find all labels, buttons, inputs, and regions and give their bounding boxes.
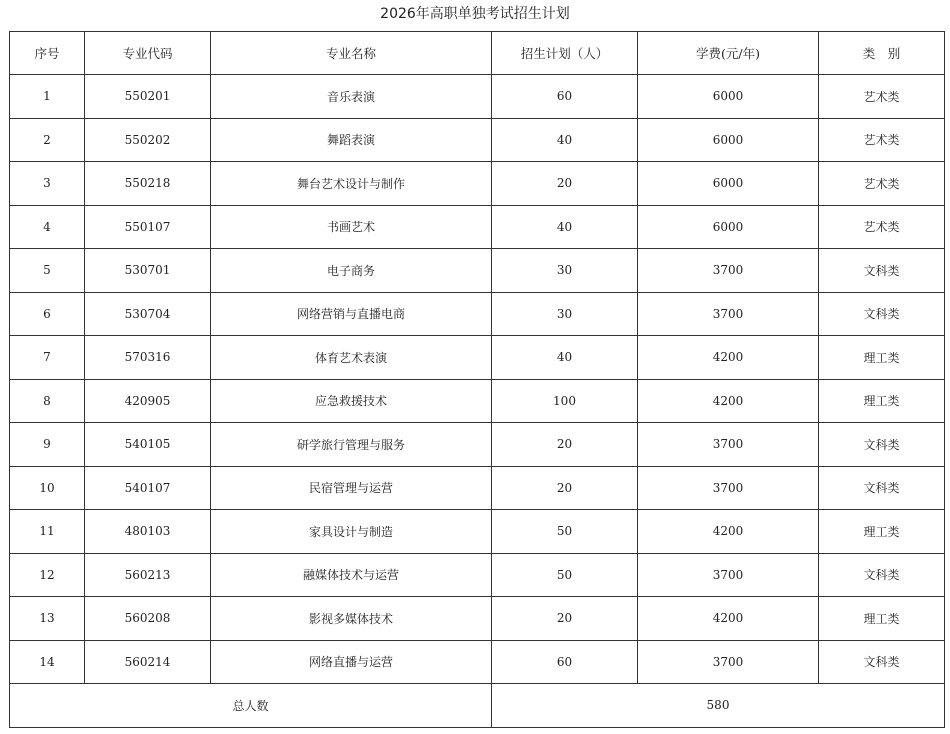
cell-category: 理工类 <box>819 510 945 554</box>
cell-major-code: 550218 <box>85 162 211 206</box>
cell-enrollment-plan: 30 <box>492 292 638 336</box>
cell-major-name: 音乐表演 <box>211 75 492 119</box>
cell-serial-number: 5 <box>10 249 85 293</box>
cell-major-code: 570316 <box>85 336 211 380</box>
cell-major-name: 应急救援技术 <box>211 379 492 423</box>
header-major-name: 专业名称 <box>211 32 492 75</box>
header-serial-number: 序号 <box>10 32 85 75</box>
cell-category: 文科类 <box>819 423 945 467</box>
cell-major-name: 家具设计与制造 <box>211 510 492 554</box>
cell-tuition: 3700 <box>638 292 819 336</box>
cell-category: 文科类 <box>819 292 945 336</box>
cell-major-name: 网络营销与直播电商 <box>211 292 492 336</box>
cell-major-code: 560213 <box>85 553 211 597</box>
cell-major-code: 540105 <box>85 423 211 467</box>
cell-category: 文科类 <box>819 640 945 684</box>
cell-enrollment-plan: 60 <box>492 640 638 684</box>
cell-serial-number: 14 <box>10 640 85 684</box>
enrollment-plan-table <box>9 31 945 728</box>
cell-tuition: 4200 <box>638 597 819 641</box>
cell-enrollment-plan: 40 <box>492 205 638 249</box>
header-major-code: 专业代码 <box>85 32 211 75</box>
cell-major-code: 480103 <box>85 510 211 554</box>
table-row <box>10 510 945 554</box>
cell-category: 文科类 <box>819 466 945 510</box>
total-value: 580 <box>492 684 945 728</box>
cell-tuition: 3700 <box>638 249 819 293</box>
cell-major-code: 540107 <box>85 466 211 510</box>
cell-category: 理工类 <box>819 379 945 423</box>
cell-major-code: 530701 <box>85 249 211 293</box>
cell-major-name: 网络直播与运营 <box>211 640 492 684</box>
cell-tuition: 6000 <box>638 162 819 206</box>
cell-tuition: 3700 <box>638 553 819 597</box>
table-row <box>10 553 945 597</box>
table-header-row <box>10 32 945 75</box>
header-category: 类 别 <box>819 32 945 75</box>
cell-tuition: 6000 <box>638 75 819 119</box>
cell-major-name: 舞台艺术设计与制作 <box>211 162 492 206</box>
total-label: 总人数 <box>10 684 492 728</box>
cell-enrollment-plan: 60 <box>492 75 638 119</box>
table-row <box>10 205 945 249</box>
table-row <box>10 640 945 684</box>
cell-serial-number: 3 <box>10 162 85 206</box>
cell-major-code: 420905 <box>85 379 211 423</box>
cell-serial-number: 13 <box>10 597 85 641</box>
table-row <box>10 336 945 380</box>
cell-major-code: 560208 <box>85 597 211 641</box>
cell-major-code: 560214 <box>85 640 211 684</box>
cell-enrollment-plan: 40 <box>492 336 638 380</box>
cell-serial-number: 11 <box>10 510 85 554</box>
cell-category: 艺术类 <box>819 205 945 249</box>
header-enrollment-plan: 招生计划（人） <box>492 32 638 75</box>
cell-major-name: 研学旅行管理与服务 <box>211 423 492 467</box>
cell-major-code: 550107 <box>85 205 211 249</box>
cell-major-name: 融媒体技术与运营 <box>211 553 492 597</box>
table-row <box>10 423 945 467</box>
cell-major-name: 民宿管理与运营 <box>211 466 492 510</box>
cell-major-name: 舞蹈表演 <box>211 118 492 162</box>
cell-category: 文科类 <box>819 553 945 597</box>
cell-category: 文科类 <box>819 249 945 293</box>
table-row <box>10 162 945 206</box>
cell-major-name: 影视多媒体技术 <box>211 597 492 641</box>
cell-enrollment-plan: 20 <box>492 423 638 467</box>
cell-tuition: 3700 <box>638 640 819 684</box>
cell-enrollment-plan: 40 <box>492 118 638 162</box>
cell-major-name: 体育艺术表演 <box>211 336 492 380</box>
cell-enrollment-plan: 50 <box>492 510 638 554</box>
cell-serial-number: 7 <box>10 336 85 380</box>
cell-serial-number: 10 <box>10 466 85 510</box>
cell-serial-number: 2 <box>10 118 85 162</box>
cell-enrollment-plan: 20 <box>492 162 638 206</box>
cell-category: 理工类 <box>819 336 945 380</box>
cell-tuition: 4200 <box>638 379 819 423</box>
cell-serial-number: 9 <box>10 423 85 467</box>
cell-major-code: 550201 <box>85 75 211 119</box>
cell-serial-number: 6 <box>10 292 85 336</box>
cell-enrollment-plan: 30 <box>492 249 638 293</box>
cell-category: 艺术类 <box>819 118 945 162</box>
cell-tuition: 3700 <box>638 466 819 510</box>
cell-serial-number: 1 <box>10 75 85 119</box>
cell-category: 艺术类 <box>819 162 945 206</box>
table-row <box>10 292 945 336</box>
cell-enrollment-plan: 100 <box>492 379 638 423</box>
total-row <box>10 684 945 728</box>
cell-category: 理工类 <box>819 597 945 641</box>
cell-category: 艺术类 <box>819 75 945 119</box>
table-row <box>10 249 945 293</box>
table-row <box>10 379 945 423</box>
table-row <box>10 466 945 510</box>
cell-major-name: 电子商务 <box>211 249 492 293</box>
cell-tuition: 4200 <box>638 510 819 554</box>
cell-tuition: 6000 <box>638 118 819 162</box>
cell-serial-number: 12 <box>10 553 85 597</box>
cell-major-code: 550202 <box>85 118 211 162</box>
cell-enrollment-plan: 20 <box>492 466 638 510</box>
cell-tuition: 4200 <box>638 336 819 380</box>
cell-tuition: 3700 <box>638 423 819 467</box>
cell-enrollment-plan: 20 <box>492 597 638 641</box>
cell-serial-number: 4 <box>10 205 85 249</box>
cell-enrollment-plan: 50 <box>492 553 638 597</box>
table-row <box>10 597 945 641</box>
page-title: 2026年高职单独考试招生计划 <box>380 6 570 22</box>
table-row <box>10 118 945 162</box>
cell-major-code: 530704 <box>85 292 211 336</box>
header-tuition: 学费(元/年) <box>638 32 819 75</box>
cell-tuition: 6000 <box>638 205 819 249</box>
cell-serial-number: 8 <box>10 379 85 423</box>
cell-major-name: 书画艺术 <box>211 205 492 249</box>
table-row <box>10 75 945 119</box>
